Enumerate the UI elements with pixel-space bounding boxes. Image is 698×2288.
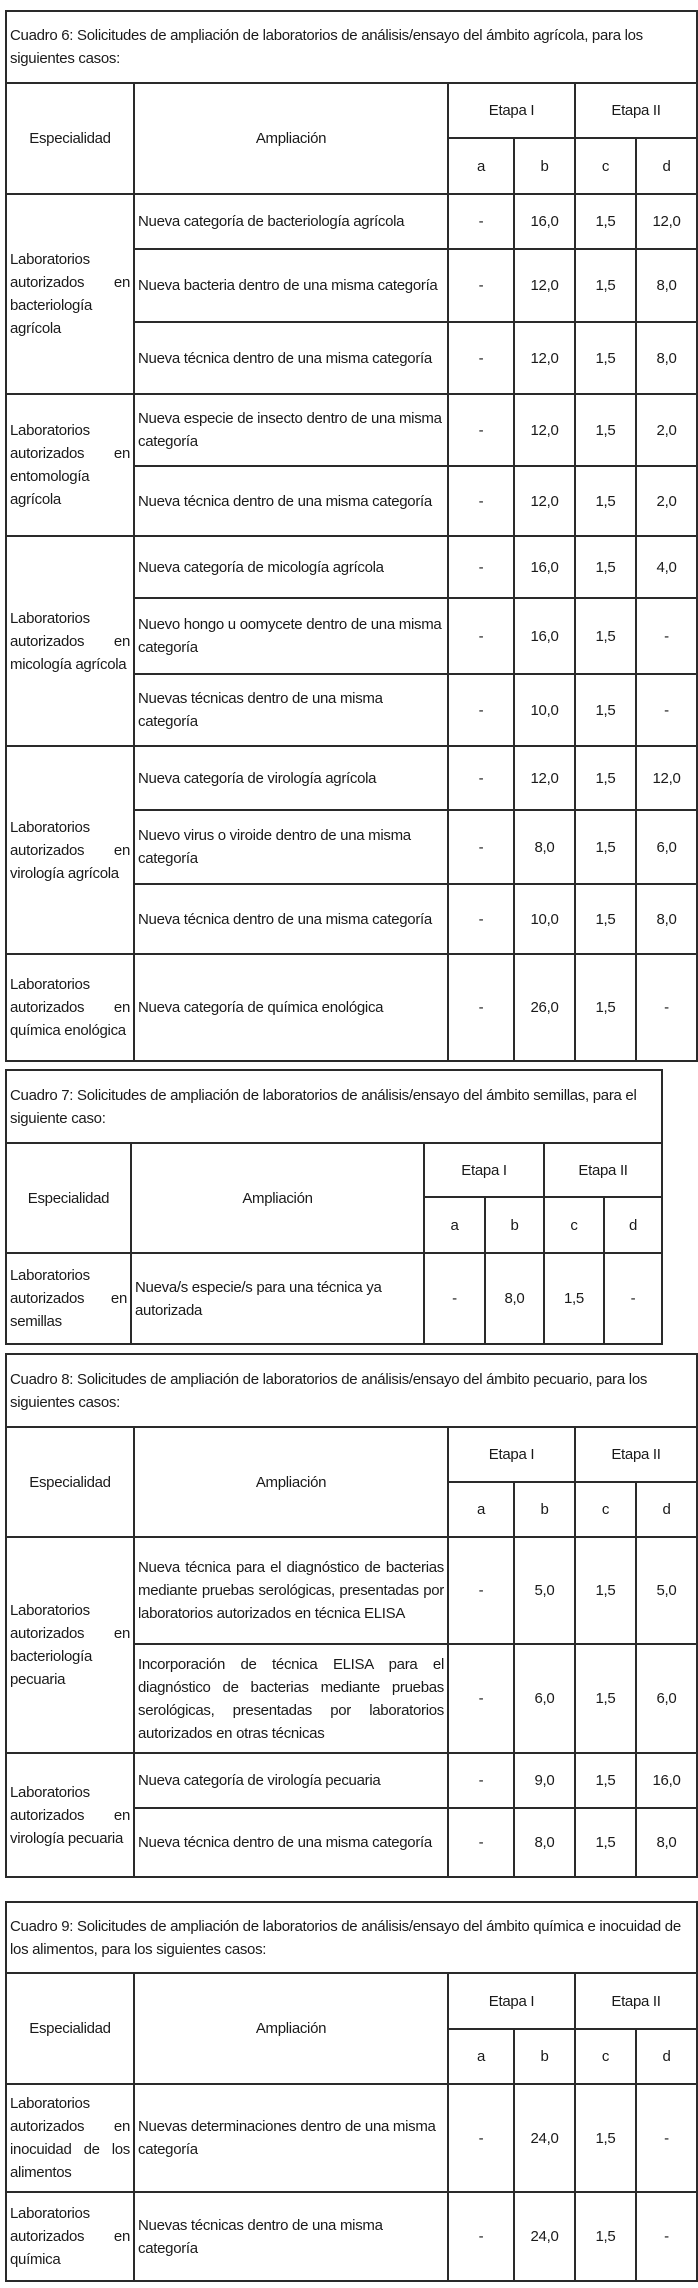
ampliacion-cell: Nueva técnica dentro de una misma categoría	[134, 322, 448, 394]
header-col-d: d	[636, 1482, 697, 1537]
value-cell-b: 16,0	[514, 194, 575, 249]
header-especialidad: Especialidad	[6, 1427, 134, 1537]
header-etapa-1: Etapa I	[448, 1427, 575, 1482]
value-cell-d: 12,0	[636, 194, 697, 249]
title-row	[6, 1070, 662, 1143]
value-cell-b: 8,0	[485, 1253, 544, 1344]
value-cell-a: -	[448, 674, 514, 746]
ampliacion-cell: Nuevo virus o viroide dentro de una misma categoría	[134, 810, 448, 884]
value-cell-b: 8,0	[514, 810, 575, 884]
value-cell-c: 1,5	[575, 249, 636, 322]
header-row	[6, 1427, 697, 1482]
value-cell-b: 5,0	[514, 1537, 575, 1644]
header-col-a: a	[448, 1482, 514, 1537]
header-etapa-2: Etapa II	[575, 1973, 697, 2029]
specialty-cell: Laboratorios autorizados en química	[6, 2192, 134, 2281]
value-cell-d: -	[636, 674, 697, 746]
value-cell-c: 1,5	[575, 598, 636, 674]
value-cell-b: 12,0	[514, 394, 575, 466]
value-cell-d: 6,0	[636, 810, 697, 884]
value-cell-c: 1,5	[575, 746, 636, 810]
value-cell-d: -	[636, 598, 697, 674]
header-ampliacion: Ampliación	[134, 1973, 448, 2084]
value-cell-b: 12,0	[514, 466, 575, 536]
value-cell-b: 10,0	[514, 884, 575, 954]
value-cell-c: 1,5	[575, 954, 636, 1061]
title-row	[6, 11, 697, 83]
header-etapa-1: Etapa I	[448, 1973, 575, 2029]
value-cell-b: 6,0	[514, 1644, 575, 1753]
header-row	[6, 1143, 662, 1197]
header-col-c: c	[575, 138, 636, 194]
value-cell-a: -	[448, 1537, 514, 1644]
value-cell-d: 16,0	[636, 1753, 697, 1808]
value-cell-c: 1,5	[575, 2084, 636, 2192]
cuadro-table	[5, 1901, 698, 2282]
value-cell-a: -	[448, 1753, 514, 1808]
header-row	[6, 83, 697, 138]
header-col-a: a	[448, 138, 514, 194]
value-cell-b: 8,0	[514, 1808, 575, 1877]
value-cell-a: -	[448, 884, 514, 954]
table-row	[6, 536, 697, 598]
header-ampliacion: Ampliación	[134, 1427, 448, 1537]
value-cell-b: 26,0	[514, 954, 575, 1061]
ampliacion-cell: Nueva categoría de micología agrícola	[134, 536, 448, 598]
ampliacion-cell: Nuevas técnicas dentro de una misma categoría	[134, 2192, 448, 2281]
header-col-c: c	[575, 2029, 636, 2084]
value-cell-d: 8,0	[636, 322, 697, 394]
ampliacion-cell: Nueva categoría de química enológica	[134, 954, 448, 1061]
ampliacion-cell: Nueva/s especie/s para una técnica ya autorizada	[131, 1253, 424, 1344]
header-especialidad: Especialidad	[6, 1973, 134, 2084]
value-cell-c: 1,5	[575, 2192, 636, 2281]
value-cell-a: -	[424, 1253, 485, 1344]
table-row	[6, 194, 697, 249]
table-row	[6, 2192, 697, 2281]
value-cell-a: -	[448, 322, 514, 394]
table-row	[6, 954, 697, 1061]
value-cell-a: -	[448, 194, 514, 249]
value-cell-a: -	[448, 394, 514, 466]
header-col-d: d	[636, 2029, 697, 2084]
header-col-c: c	[575, 1482, 636, 1537]
value-cell-a: -	[448, 1808, 514, 1877]
table-row	[6, 1753, 697, 1808]
value-cell-d: -	[604, 1253, 662, 1344]
value-cell-a: -	[448, 536, 514, 598]
value-cell-c: 1,5	[544, 1253, 604, 1344]
header-ampliacion: Ampliación	[134, 83, 448, 194]
table-title: Cuadro 7: Solicitudes de ampliación de laboratorios de análisis/ensayo del ámbito semillas, para el siguiente caso:	[6, 1070, 662, 1143]
cuadro-table	[5, 1069, 663, 1345]
header-especialidad: Especialidad	[6, 83, 134, 194]
specialty-cell: Laboratorios autorizados en entomología agrícola	[6, 394, 134, 536]
header-col-d: d	[604, 1197, 662, 1253]
value-cell-a: -	[448, 2084, 514, 2192]
specialty-cell: Laboratorios autorizados en bacteriología pecuaria	[6, 1537, 134, 1753]
specialty-cell: Laboratorios autorizados en semillas	[6, 1253, 131, 1344]
ampliacion-cell: Nueva bacteria dentro de una misma categoría	[134, 249, 448, 322]
cuadro-table	[5, 10, 698, 1062]
header-etapa-2: Etapa II	[544, 1143, 662, 1197]
value-cell-a: -	[448, 249, 514, 322]
ampliacion-cell: Nueva categoría de bacteriología agrícola	[134, 194, 448, 249]
value-cell-b: 12,0	[514, 322, 575, 394]
header-col-b: b	[485, 1197, 544, 1253]
value-cell-a: -	[448, 1644, 514, 1753]
header-col-d: d	[636, 138, 697, 194]
header-etapa-1: Etapa I	[448, 83, 575, 138]
ampliacion-cell: Nueva técnica dentro de una misma categoría	[134, 466, 448, 536]
value-cell-b: 10,0	[514, 674, 575, 746]
specialty-cell: Laboratorios autorizados en virología pecuaria	[6, 1753, 134, 1877]
table-title: Cuadro 8: Solicitudes de ampliación de laboratorios de análisis/ensayo del ámbito pecuario, para los siguientes casos:	[6, 1354, 697, 1427]
title-row	[6, 1902, 697, 1973]
table-row	[6, 1537, 697, 1644]
value-cell-b: 9,0	[514, 1753, 575, 1808]
value-cell-c: 1,5	[575, 1537, 636, 1644]
header-col-b: b	[514, 138, 575, 194]
ampliacion-cell: Nueva técnica dentro de una misma categoría	[134, 1808, 448, 1877]
value-cell-d: -	[636, 954, 697, 1061]
value-cell-a: -	[448, 954, 514, 1061]
header-especialidad: Especialidad	[6, 1143, 131, 1253]
value-cell-a: -	[448, 598, 514, 674]
value-cell-c: 1,5	[575, 810, 636, 884]
ampliacion-cell: Nuevas técnicas dentro de una misma categoría	[134, 674, 448, 746]
value-cell-d: 4,0	[636, 536, 697, 598]
value-cell-b: 16,0	[514, 598, 575, 674]
ampliacion-cell: Incorporación de técnica ELISA para el diagnóstico de bacterias mediante pruebas serológicas, presentadas por laboratorios autorizados en otras técnicas	[134, 1644, 448, 1753]
header-col-b: b	[514, 2029, 575, 2084]
specialty-cell: Laboratorios autorizados en inocuidad de los alimentos	[6, 2084, 134, 2192]
cuadro-table	[5, 1353, 698, 1878]
ampliacion-cell: Nueva técnica dentro de una misma categoría	[134, 884, 448, 954]
header-row	[6, 1973, 697, 2029]
specialty-cell: Laboratorios autorizados en micología agrícola	[6, 536, 134, 746]
value-cell-c: 1,5	[575, 322, 636, 394]
ampliacion-cell: Nueva categoría de virología agrícola	[134, 746, 448, 810]
header-col-b: b	[514, 1482, 575, 1537]
value-cell-d: 2,0	[636, 466, 697, 536]
table-row	[6, 2084, 697, 2192]
specialty-cell: Laboratorios autorizados en virología agrícola	[6, 746, 134, 954]
value-cell-b: 24,0	[514, 2084, 575, 2192]
value-cell-c: 1,5	[575, 536, 636, 598]
title-row	[6, 1354, 697, 1427]
value-cell-b: 12,0	[514, 249, 575, 322]
specialty-cell: Laboratorios autorizados en química enológica	[6, 954, 134, 1061]
value-cell-d: -	[636, 2084, 697, 2192]
value-cell-d: 5,0	[636, 1537, 697, 1644]
value-cell-b: 24,0	[514, 2192, 575, 2281]
specialty-cell: Laboratorios autorizados en bacteriología agrícola	[6, 194, 134, 394]
ampliacion-cell: Nueva categoría de virología pecuaria	[134, 1753, 448, 1808]
value-cell-c: 1,5	[575, 466, 636, 536]
value-cell-c: 1,5	[575, 194, 636, 249]
value-cell-d: 6,0	[636, 1644, 697, 1753]
header-col-c: c	[544, 1197, 604, 1253]
value-cell-d: 12,0	[636, 746, 697, 810]
ampliacion-cell: Nueva técnica para el diagnóstico de bacterias mediante pruebas serológicas, presentadas por laboratorios autorizados en técnica ELISA	[134, 1537, 448, 1644]
value-cell-a: -	[448, 2192, 514, 2281]
value-cell-c: 1,5	[575, 394, 636, 466]
value-cell-c: 1,5	[575, 1808, 636, 1877]
header-etapa-2: Etapa II	[575, 1427, 697, 1482]
header-ampliacion: Ampliación	[131, 1143, 424, 1253]
value-cell-a: -	[448, 466, 514, 536]
value-cell-d: 8,0	[636, 1808, 697, 1877]
value-cell-b: 12,0	[514, 746, 575, 810]
ampliacion-cell: Nuevo hongo u oomycete dentro de una misma categoría	[134, 598, 448, 674]
value-cell-d: 8,0	[636, 884, 697, 954]
value-cell-a: -	[448, 746, 514, 810]
header-etapa-1: Etapa I	[424, 1143, 544, 1197]
table-title: Cuadro 9: Solicitudes de ampliación de laboratorios de análisis/ensayo del ámbito química e inocuidad de los alimentos, para los siguientes casos:	[6, 1902, 697, 1973]
header-col-a: a	[424, 1197, 485, 1253]
ampliacion-cell: Nueva especie de insecto dentro de una misma categoría	[134, 394, 448, 466]
ampliacion-cell: Nuevas determinaciones dentro de una misma categoría	[134, 2084, 448, 2192]
value-cell-c: 1,5	[575, 1644, 636, 1753]
value-cell-b: 16,0	[514, 536, 575, 598]
value-cell-d: 2,0	[636, 394, 697, 466]
table-title: Cuadro 6: Solicitudes de ampliación de laboratorios de análisis/ensayo del ámbito agrícola, para los siguientes casos:	[6, 11, 697, 83]
value-cell-c: 1,5	[575, 884, 636, 954]
table-row	[6, 1253, 662, 1344]
value-cell-c: 1,5	[575, 674, 636, 746]
value-cell-c: 1,5	[575, 1753, 636, 1808]
value-cell-d: -	[636, 2192, 697, 2281]
value-cell-d: 8,0	[636, 249, 697, 322]
table-row	[6, 746, 697, 810]
value-cell-a: -	[448, 810, 514, 884]
header-col-a: a	[448, 2029, 514, 2084]
header-etapa-2: Etapa II	[575, 83, 697, 138]
table-row	[6, 394, 697, 466]
